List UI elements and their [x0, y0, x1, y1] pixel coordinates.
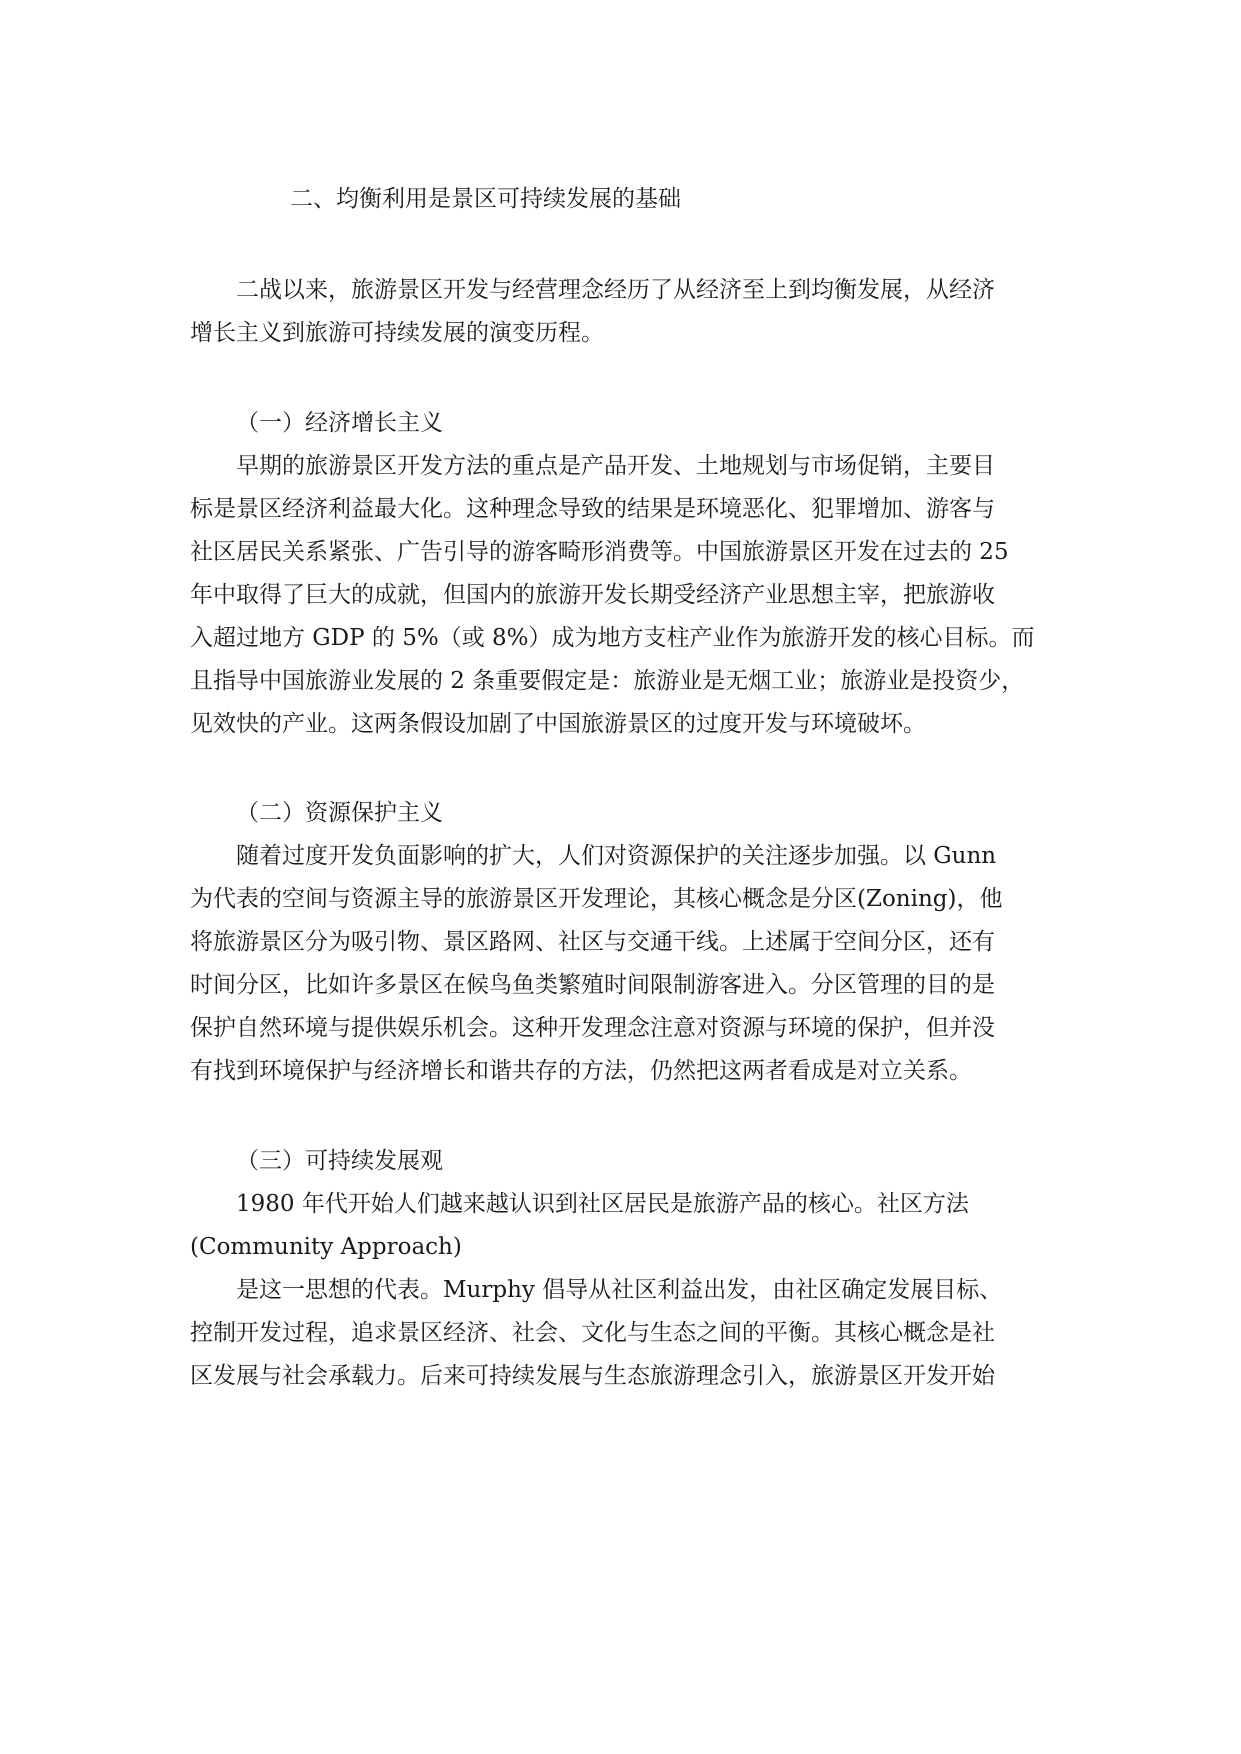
paragraph-line: 年中取得了巨大的成就，但国内的旅游开发长期受经济产业思想主宰，把旅游收 [190, 582, 995, 608]
subsection-heading: （二）资源保护主义 [236, 800, 443, 826]
paragraph-line: (Community Approach) [190, 1234, 462, 1260]
paragraph-line: 有找到环境保护与经济增长和谐共存的方法，仍然把这两者看成是对立关系。 [190, 1058, 972, 1084]
paragraph-line: 见效快的产业。这两条假设加剧了中国旅游景区的过度开发与环境破坏。 [190, 711, 926, 737]
paragraph-line: 时间分区，比如许多景区在候鸟鱼类繁殖时间限制游客进入。分区管理的目的是 [190, 972, 995, 998]
paragraph-line: 入超过地方 GDP 的 5%（或 8%）成为地方支柱产业作为旅游开发的核心目标。而 [190, 625, 1035, 651]
subsection-heading: （一）经济增长主义 [236, 410, 443, 436]
paragraph-line: 保护自然环境与提供娱乐机会。这种开发理念注意对资源与环境的保护，但并没 [190, 1015, 995, 1041]
paragraph-line: 区发展与社会承载力。后来可持续发展与生态旅游理念引入，旅游景区开发开始 [190, 1363, 995, 1389]
paragraph-line: 控制开发过程，追求景区经济、社会、文化与生态之间的平衡。其核心概念是社 [190, 1320, 995, 1346]
paragraph-line: 1980 年代开始人们越来越认识到社区居民是旅游产品的核心。社区方法 [236, 1191, 969, 1217]
paragraph-line: 将旅游景区分为吸引物、景区路网、社区与交通干线。上述属于空间分区，还有 [190, 929, 995, 955]
paragraph-line: 是这一思想的代表。Murphy 倡导从社区利益出发，由社区确定发展目标、 [236, 1277, 1003, 1303]
paragraph-line: 随着过度开发负面影响的扩大，人们对资源保护的关注逐步加强。以 Gunn [236, 843, 997, 869]
paragraph-line: 社区居民关系紧张、广告引导的游客畸形消费等。中国旅游景区开发在过去的 25 [190, 539, 1009, 565]
paragraph-line: 标是景区经济利益最大化。这种理念导致的结果是环境恶化、犯罪增加、游客与 [190, 496, 995, 522]
section-title: 二、均衡利用是景区可持续发展的基础 [290, 186, 681, 212]
subsection-heading: （三）可持续发展观 [236, 1148, 443, 1174]
paragraph-line: 且指导中国旅游业发展的 2 条重要假定是：旅游业是无烟工业；旅游业是投资少， [190, 668, 1025, 694]
paragraph-line: 为代表的空间与资源主导的旅游景区开发理论，其核心概念是分区(Zoning)，他 [190, 886, 1003, 912]
intro-line: 增长主义到旅游可持续发展的演变历程。 [190, 320, 604, 346]
intro-line: 二战以来，旅游景区开发与经营理念经历了从经济至上到均衡发展，从经济 [236, 277, 995, 303]
paragraph-line: 早期的旅游景区开发方法的重点是产品开发、土地规划与市场促销，主要目 [236, 453, 995, 479]
